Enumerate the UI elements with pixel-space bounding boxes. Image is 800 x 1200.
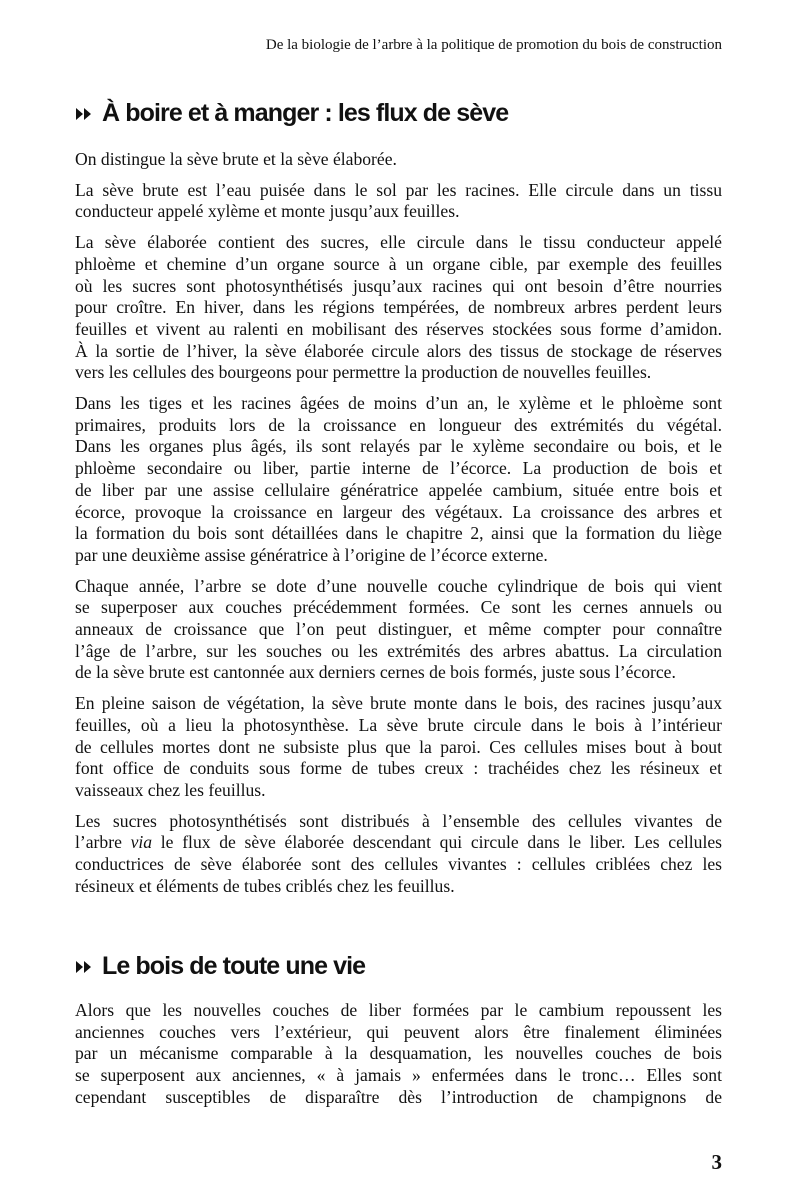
text-line: la formation du bois sont détaillées dans le chapitre 2, ainsi que la formation du liège bbox=[75, 523, 722, 544]
text-line: se superposent aux anciennes, « à jamais » enfermées dans le tronc… Elles sont bbox=[75, 1065, 722, 1086]
text-line: vers les cellules des bourgeons pour permettre la production de nouvelles feuilles. bbox=[75, 362, 652, 383]
text-line: se superposer aux couches précédemment formées. Ce sont les cernes annuels ou bbox=[75, 597, 722, 618]
text-line: pour croître. En hiver, dans les régions tempérées, de nombreux arbres perdent leurs bbox=[75, 297, 722, 318]
text-line: feuilles et vivent au ralenti en mobilisant des réserves stockées sous forme d’amidon. bbox=[75, 318, 722, 339]
text-line: anneaux de croissance que l’on peut distinguer, et même compter pour connaître bbox=[75, 619, 722, 640]
text-line: Alors que les nouvelles couches de liber formées par le cambium repoussent les bbox=[75, 1000, 722, 1020]
text-line: où les sucres sont photosynthétisés jusqu’aux racines qui ont besoin d’être nourries bbox=[75, 275, 722, 296]
text-line: Chaque année, l’arbre se dote d’une nouvelle couche cylindrique de bois qui vient bbox=[75, 575, 722, 596]
text-line: anciennes couches vers l’extérieur, qui peuvent alors être finalement éliminées bbox=[75, 1021, 722, 1042]
text-line: Dans les tiges et les racines âgées de moins d’un an, le xylème et le phloème sont bbox=[75, 393, 722, 414]
text-line: l’âge de l’arbre, sur les souches ou les extrémités des arbres abattus. La circulation bbox=[75, 640, 722, 661]
text-line: cependant susceptibles de disparaître dès l’introduction de champignons de bbox=[75, 1086, 722, 1107]
text-line: de liber par une assise cellulaire génératrice appelée cambium, située entre bois et bbox=[75, 479, 722, 500]
paragraph bbox=[75, 232, 722, 384]
section-heading-text: Le bois de toute une vie bbox=[102, 952, 366, 980]
section-heading-text: À boire et à manger : les flux de sève bbox=[102, 99, 509, 127]
text-line: de cellules mortes dont ne subsiste plus que la paroi. Ces cellules mises bout à bout bbox=[75, 736, 722, 757]
page-number: 3 bbox=[711, 1150, 722, 1174]
text-line: conductrices de sève élaborée sont des cellules vivantes : cellules criblées chez les bbox=[75, 854, 722, 875]
text-line: résineux et éléments de tubes criblés chez les feuillus. bbox=[75, 875, 455, 896]
paragraph bbox=[75, 180, 722, 223]
section-heading-lifetime-wood bbox=[75, 952, 365, 981]
text-line: La sève brute est l’eau puisée dans le sol par les racines. Elle circule dans un tissu bbox=[75, 179, 722, 200]
text-line: En pleine saison de végétation, la sève brute monte dans le bois, des racines jusqu’aux bbox=[75, 693, 722, 714]
text-line: À la sortie de l’hiver, la sève élaborée circule alors des tissus de stockage de réserves bbox=[75, 340, 722, 361]
text-line: Dans les organes plus âgés, ils sont relayés par le xylème secondaire ou bois, et le bbox=[75, 436, 722, 457]
double-arrow-icon bbox=[75, 960, 93, 974]
text-line bbox=[75, 832, 722, 854]
section-body-lifetime-wood bbox=[75, 1000, 722, 1118]
text-line: phloème secondaire ou liber, partie interne de l’écorce. La production de bois et bbox=[75, 458, 722, 479]
paragraph bbox=[75, 1000, 722, 1109]
text-line: vaisseaux chez les feuillus. bbox=[75, 779, 266, 800]
text-line: de la sève brute est cantonnée aux derniers cernes de bois formés, juste sous l’écorce. bbox=[75, 662, 676, 683]
italic-text: via bbox=[130, 832, 153, 853]
text-line: par une deuxième assise génératrice à l’origine de l’écorce externe. bbox=[75, 544, 548, 565]
paragraph bbox=[75, 149, 722, 171]
text-line: feuilles, où a lieu la photosynthèse. La sève brute circule dans le bois à l’intérieur bbox=[75, 714, 722, 735]
text-line: On distingue la sève brute et la sève élaborée. bbox=[75, 149, 397, 169]
text-line: phloème et chemine d’un organe source à un organe cible, par exemple des feuilles bbox=[75, 253, 722, 274]
paragraph bbox=[75, 693, 722, 802]
section-heading-sap-flows bbox=[75, 99, 508, 128]
section-body-sap-flows bbox=[75, 149, 722, 907]
text-line: primaires, produits lors de la croissance en longueur des extrémités du végétal. bbox=[75, 414, 722, 435]
text-line: Les sucres photosynthétisés sont distribués à l’ensemble des cellules vivantes de bbox=[75, 810, 722, 831]
text-line: La sève élaborée contient des sucres, elle circule dans le tissu conducteur appelé bbox=[75, 232, 722, 253]
text-line: par un mécanisme comparable à la desquamation, les nouvelles couches de bois bbox=[75, 1043, 722, 1064]
text-line: font office de conduits sous forme de tubes creux : trachéides chez les résineux et bbox=[75, 758, 722, 779]
double-arrow-icon bbox=[75, 107, 93, 121]
running-head: De la biologie de l’arbre à la politique de promotion du bois de construction bbox=[265, 37, 722, 53]
text-line: écorce, provoque la croissance en largeur des végétaux. La croissance des arbres et bbox=[75, 501, 722, 522]
paragraph bbox=[75, 393, 722, 567]
paragraph bbox=[75, 576, 722, 685]
paragraph bbox=[75, 811, 722, 898]
text-run: le flux de sève élaborée descendant qui circule dans le liber. Les cellules bbox=[152, 832, 722, 853]
text-run: l’arbre bbox=[75, 832, 131, 853]
text-line: conducteur appelé xylème et monte jusqu’aux feuilles. bbox=[75, 201, 460, 222]
